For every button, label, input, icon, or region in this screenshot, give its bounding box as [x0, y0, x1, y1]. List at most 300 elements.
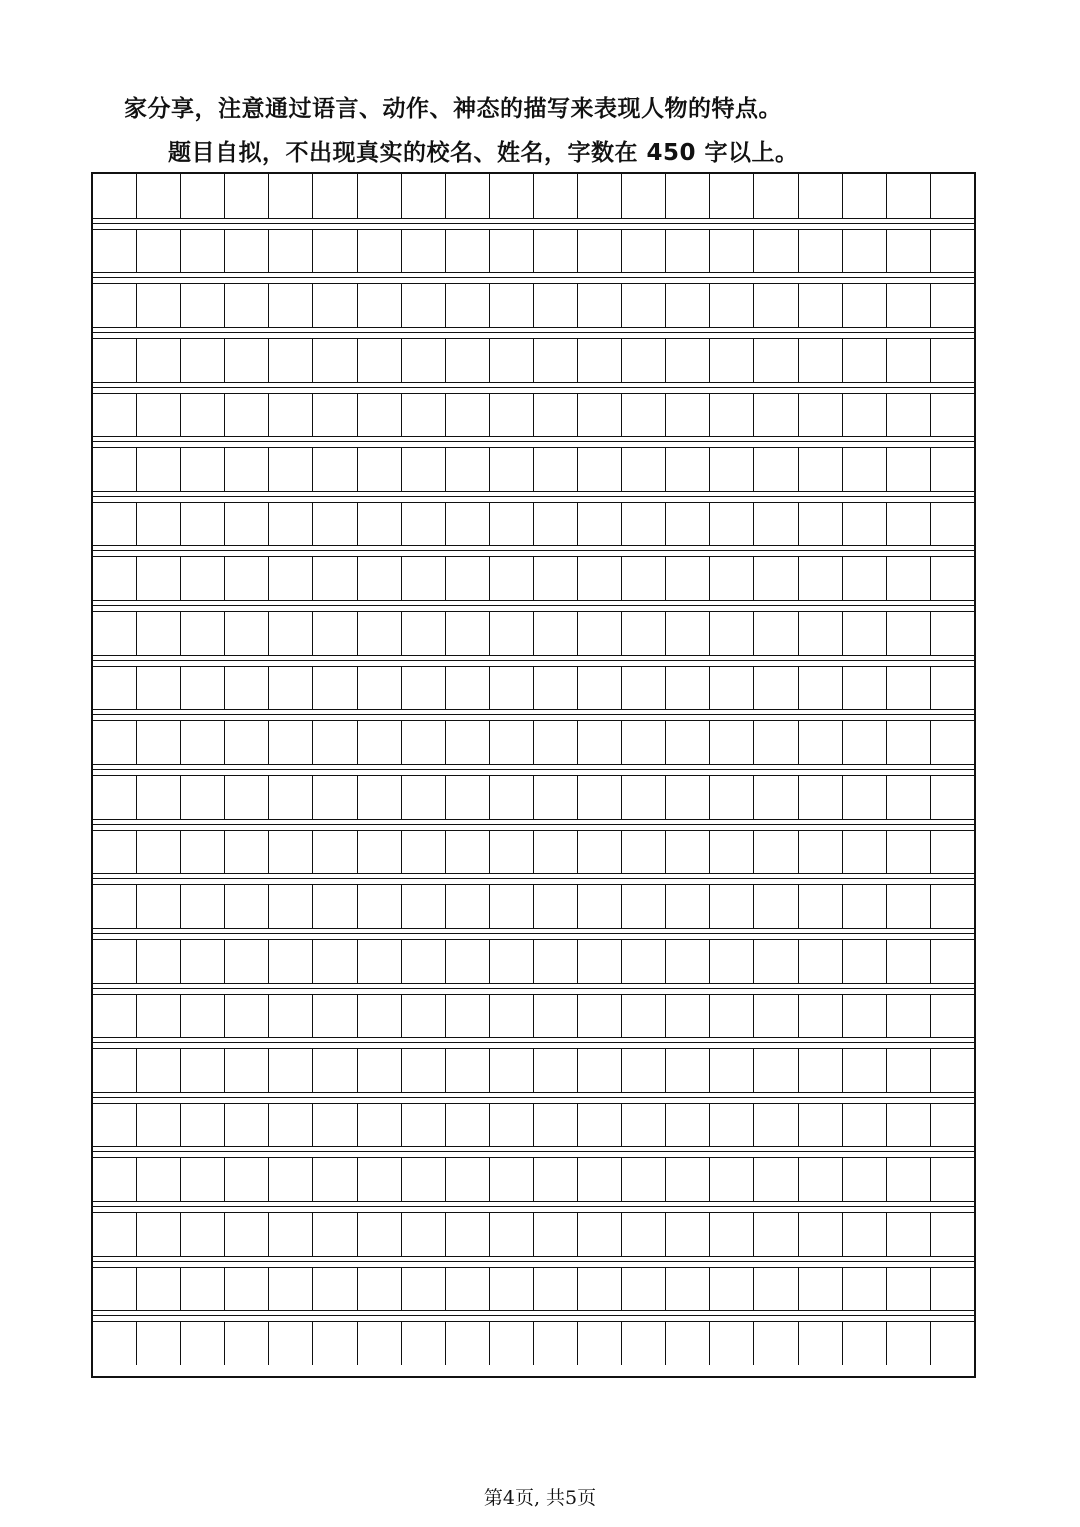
grid-cell	[710, 1321, 754, 1365]
grid-row	[93, 447, 974, 491]
grid-row	[93, 775, 974, 819]
grid-cell	[313, 1321, 357, 1365]
grid-cell	[446, 1103, 490, 1147]
row-rule	[93, 764, 974, 765]
grid-cell	[358, 338, 402, 382]
grid-cell	[358, 502, 402, 546]
grid-cell	[843, 939, 887, 983]
grid-row	[93, 283, 974, 327]
grid-cell	[93, 1321, 137, 1365]
grid-cell	[754, 393, 798, 437]
grid-cell	[490, 1321, 534, 1365]
grid-cell	[402, 1267, 446, 1311]
grid-cell	[358, 939, 402, 983]
grid-cell	[269, 338, 313, 382]
grid-cell	[225, 1212, 269, 1256]
grid-cell	[666, 174, 710, 218]
row-rule	[93, 382, 974, 383]
grid-cell	[93, 338, 137, 382]
grid-cell	[534, 229, 578, 273]
grid-cell	[622, 830, 666, 874]
grid-cell	[843, 1103, 887, 1147]
grid-cell	[754, 1267, 798, 1311]
page-number-footer: 第4页, 共5页	[483, 1487, 597, 1509]
grid-cell	[578, 338, 622, 382]
grid-cell	[931, 174, 974, 218]
row-rule	[93, 1146, 974, 1147]
grid-cell	[269, 939, 313, 983]
grid-cell	[931, 830, 974, 874]
grid-cell	[931, 393, 974, 437]
grid-cell	[843, 283, 887, 327]
grid-cell	[754, 775, 798, 819]
grid-cell	[402, 393, 446, 437]
grid-cell	[225, 994, 269, 1038]
grid-cell	[578, 502, 622, 546]
grid-cell	[666, 1103, 710, 1147]
grid-cell	[534, 556, 578, 600]
grid-cell	[137, 884, 181, 928]
grid-cell	[710, 666, 754, 710]
grid-row	[93, 1321, 974, 1365]
grid-cell	[622, 556, 666, 600]
grid-cell	[622, 1157, 666, 1201]
grid-cell	[313, 666, 357, 710]
grid-cell	[799, 338, 843, 382]
grid-cell	[887, 830, 931, 874]
grid-cell	[181, 884, 225, 928]
row-rule	[93, 277, 974, 278]
grid-cell	[799, 229, 843, 273]
grid-cell	[313, 939, 357, 983]
grid-cell	[622, 939, 666, 983]
grid-row	[93, 1267, 974, 1311]
grid-cell	[799, 666, 843, 710]
grid-cell	[799, 611, 843, 655]
grid-cell	[622, 884, 666, 928]
grid-cell	[269, 174, 313, 218]
grid-cell	[137, 447, 181, 491]
grid-cell	[799, 1048, 843, 1092]
grid-cell	[534, 994, 578, 1038]
grid-cell	[578, 1321, 622, 1365]
grid-cell	[313, 775, 357, 819]
grid-cell	[710, 393, 754, 437]
grid-cell	[666, 939, 710, 983]
grid-cell	[622, 1048, 666, 1092]
row-rule	[93, 1042, 974, 1043]
grid-cell	[446, 502, 490, 546]
grid-cell	[710, 1267, 754, 1311]
grid-cell	[93, 720, 137, 764]
grid-cell	[93, 1103, 137, 1147]
grid-cell	[754, 720, 798, 764]
row-rule	[93, 327, 974, 328]
grid-cell	[666, 1157, 710, 1201]
grid-cell	[358, 1321, 402, 1365]
row-rule	[93, 655, 974, 656]
grid-cell	[225, 556, 269, 600]
grid-cell	[225, 1157, 269, 1201]
grid-cell	[137, 1212, 181, 1256]
grid-cell	[490, 884, 534, 928]
row-rule	[93, 496, 974, 497]
grid-cell	[666, 283, 710, 327]
grid-cell	[313, 229, 357, 273]
grid-cell	[622, 720, 666, 764]
grid-cell	[137, 775, 181, 819]
grid-cell	[799, 283, 843, 327]
grid-cell	[446, 338, 490, 382]
grid-cell	[137, 1267, 181, 1311]
grid-cell	[578, 1157, 622, 1201]
row-rule	[93, 878, 974, 879]
grid-cell	[446, 393, 490, 437]
grid-cell	[931, 1157, 974, 1201]
grid-cell	[358, 720, 402, 764]
row-rule	[93, 441, 974, 442]
grid-cell	[931, 283, 974, 327]
grid-cell	[446, 884, 490, 928]
grid-cell	[578, 447, 622, 491]
grid-cell	[754, 1103, 798, 1147]
grid-cell	[710, 775, 754, 819]
grid-cell	[622, 1321, 666, 1365]
row-rule	[93, 983, 974, 984]
grid-cell	[534, 1157, 578, 1201]
grid-cell	[843, 720, 887, 764]
grid-cell	[666, 1212, 710, 1256]
grid-cell	[578, 174, 622, 218]
grid-cell	[534, 393, 578, 437]
grid-row	[93, 1048, 974, 1092]
grid-cell	[181, 229, 225, 273]
row-rule	[93, 272, 974, 273]
grid-cell	[225, 229, 269, 273]
grid-cell	[666, 994, 710, 1038]
grid-cell	[931, 229, 974, 273]
grid-cell	[799, 720, 843, 764]
grid-cell	[931, 1212, 974, 1256]
row-rule	[93, 387, 974, 388]
grid-cell	[225, 1321, 269, 1365]
grid-cell	[710, 1048, 754, 1092]
grid-cell	[358, 283, 402, 327]
grid-cell	[931, 447, 974, 491]
grid-cell	[402, 720, 446, 764]
grid-cell	[358, 1048, 402, 1092]
grid-cell	[534, 666, 578, 710]
instruction-line-1: 家分享，注意通过语言、动作、神态的描写来表现人物的特点。	[124, 96, 782, 122]
grid-cell	[710, 611, 754, 655]
grid-cell	[181, 502, 225, 546]
grid-cell	[225, 830, 269, 874]
grid-cell	[931, 666, 974, 710]
row-rule	[93, 491, 974, 492]
grid-cell	[490, 502, 534, 546]
grid-cell	[402, 830, 446, 874]
grid-cell	[137, 556, 181, 600]
grid-cell	[887, 884, 931, 928]
grid-cell	[446, 611, 490, 655]
grid-cell	[446, 1157, 490, 1201]
grid-cell	[931, 611, 974, 655]
grid-cell	[754, 338, 798, 382]
grid-cell	[799, 556, 843, 600]
grid-cell	[181, 611, 225, 655]
grid-cell	[358, 393, 402, 437]
grid-cell	[622, 666, 666, 710]
grid-cell	[578, 720, 622, 764]
grid-cell	[666, 775, 710, 819]
grid-cell	[137, 229, 181, 273]
grid-cell	[622, 1212, 666, 1256]
grid-cell	[137, 939, 181, 983]
grid-cell	[931, 1103, 974, 1147]
grid-cell	[269, 447, 313, 491]
grid-cell	[622, 1103, 666, 1147]
row-rule	[93, 605, 974, 606]
grid-cell	[358, 611, 402, 655]
row-rule	[93, 933, 974, 934]
grid-cell	[93, 556, 137, 600]
grid-row	[93, 1103, 974, 1147]
grid-cell	[754, 611, 798, 655]
grid-cell	[887, 1048, 931, 1092]
grid-cell	[843, 611, 887, 655]
grid-cell	[137, 283, 181, 327]
grid-cell	[578, 775, 622, 819]
grid-cell	[181, 994, 225, 1038]
grid-cell	[181, 720, 225, 764]
grid-cell	[313, 720, 357, 764]
grid-cell	[534, 939, 578, 983]
grid-cell	[137, 502, 181, 546]
grid-cell	[181, 393, 225, 437]
grid-cell	[666, 830, 710, 874]
grid-cell	[490, 338, 534, 382]
grid-cell	[887, 556, 931, 600]
grid-cell	[358, 830, 402, 874]
row-rule	[93, 545, 974, 546]
grid-cell	[269, 1103, 313, 1147]
row-rule	[93, 1092, 974, 1093]
grid-cell	[225, 283, 269, 327]
grid-cell	[887, 174, 931, 218]
grid-cell	[754, 1157, 798, 1201]
grid-cell	[666, 502, 710, 546]
grid-cell	[534, 502, 578, 546]
row-rule	[93, 769, 974, 770]
grid-cell	[446, 174, 490, 218]
grid-cell	[402, 174, 446, 218]
grid-cell	[931, 1267, 974, 1311]
grid-cell	[754, 502, 798, 546]
grid-cell	[402, 1212, 446, 1256]
grid-row	[93, 1157, 974, 1201]
grid-cell	[843, 556, 887, 600]
grid-cell	[666, 1267, 710, 1311]
grid-cell	[402, 447, 446, 491]
grid-cell	[313, 338, 357, 382]
grid-cell	[622, 994, 666, 1038]
grid-cell	[269, 994, 313, 1038]
grid-cell	[181, 1157, 225, 1201]
grid-cell	[799, 1157, 843, 1201]
grid-cell	[446, 447, 490, 491]
grid-cell	[225, 939, 269, 983]
grid-cell	[622, 775, 666, 819]
grid-cell	[269, 666, 313, 710]
grid-cell	[710, 174, 754, 218]
grid-cell	[887, 283, 931, 327]
grid-cell	[931, 502, 974, 546]
grid-cell	[710, 229, 754, 273]
grid-cell	[578, 830, 622, 874]
grid-cell	[402, 338, 446, 382]
grid-cell	[799, 1321, 843, 1365]
grid-cell	[843, 1157, 887, 1201]
grid-cell	[666, 884, 710, 928]
grid-cell	[622, 283, 666, 327]
grid-cell	[181, 666, 225, 710]
grid-cell	[181, 174, 225, 218]
grid-cell	[137, 1048, 181, 1092]
grid-cell	[799, 775, 843, 819]
grid-cell	[490, 1212, 534, 1256]
grid-cell	[402, 556, 446, 600]
grid-cell	[446, 775, 490, 819]
grid-cell	[225, 666, 269, 710]
grid-cell	[666, 229, 710, 273]
grid-cell	[622, 174, 666, 218]
grid-cell	[269, 830, 313, 874]
grid-cell	[710, 994, 754, 1038]
grid-cell	[313, 1103, 357, 1147]
row-rule	[93, 824, 974, 825]
grid-row	[93, 393, 974, 437]
grid-cell	[843, 447, 887, 491]
grid-cell	[446, 830, 490, 874]
grid-row	[93, 611, 974, 655]
grid-row	[93, 830, 974, 874]
grid-cell	[93, 447, 137, 491]
grid-cell	[578, 1048, 622, 1092]
grid-cell	[578, 229, 622, 273]
grid-cell	[754, 447, 798, 491]
grid-cell	[887, 775, 931, 819]
grid-cell	[710, 884, 754, 928]
grid-cell	[622, 338, 666, 382]
grid-cell	[578, 1267, 622, 1311]
grid-cell	[490, 447, 534, 491]
grid-cell	[446, 556, 490, 600]
row-rule	[93, 1201, 974, 1202]
grid-cell	[754, 556, 798, 600]
grid-cell	[93, 830, 137, 874]
grid-cell	[843, 884, 887, 928]
row-rule	[93, 332, 974, 333]
grid-cell	[358, 775, 402, 819]
grid-cell	[666, 1321, 710, 1365]
grid-cell	[402, 666, 446, 710]
grid-cell	[313, 611, 357, 655]
grid-cell	[710, 939, 754, 983]
grid-cell	[534, 1103, 578, 1147]
grid-cell	[490, 229, 534, 273]
grid-cell	[666, 1048, 710, 1092]
grid-cell	[754, 1321, 798, 1365]
grid-cell	[490, 720, 534, 764]
grid-cell	[622, 393, 666, 437]
grid-cell	[93, 283, 137, 327]
grid-cell	[666, 338, 710, 382]
grid-cell	[313, 1048, 357, 1092]
grid-cell	[754, 1048, 798, 1092]
grid-cell	[534, 1267, 578, 1311]
grid-cell	[534, 1048, 578, 1092]
row-rule	[93, 873, 974, 874]
grid-cell	[269, 1048, 313, 1092]
grid-cell	[269, 229, 313, 273]
grid-cell	[225, 775, 269, 819]
grid-cell	[225, 884, 269, 928]
grid-cell	[358, 1157, 402, 1201]
grid-cell	[710, 502, 754, 546]
grid-cell	[843, 338, 887, 382]
grid-cell	[313, 174, 357, 218]
grid-cell	[402, 283, 446, 327]
grid-cell	[843, 775, 887, 819]
grid-cell	[446, 1321, 490, 1365]
grid-cell	[799, 1103, 843, 1147]
grid-cell	[402, 229, 446, 273]
row-rule	[93, 223, 974, 224]
grid-cell	[931, 994, 974, 1038]
grid-cell	[181, 338, 225, 382]
row-rule	[93, 218, 974, 219]
row-rule	[93, 1256, 974, 1257]
grid-cell	[622, 611, 666, 655]
grid-cell	[358, 229, 402, 273]
grid-cell	[313, 1157, 357, 1201]
grid-row	[93, 1212, 974, 1256]
grid-cell	[843, 1212, 887, 1256]
grid-cell	[137, 994, 181, 1038]
grid-cell	[313, 283, 357, 327]
grid-cell	[534, 775, 578, 819]
grid-cell	[578, 393, 622, 437]
grid-cell	[402, 1157, 446, 1201]
grid-cell	[93, 229, 137, 273]
grid-cell	[93, 611, 137, 655]
grid-cell	[181, 283, 225, 327]
grid-cell	[446, 1048, 490, 1092]
grid-cell	[843, 666, 887, 710]
grid-cell	[887, 720, 931, 764]
grid-cell	[666, 666, 710, 710]
grid-cell	[887, 393, 931, 437]
grid-cell	[710, 556, 754, 600]
grid-cell	[181, 830, 225, 874]
grid-cell	[269, 1157, 313, 1201]
row-rule	[93, 714, 974, 715]
grid-cell	[754, 666, 798, 710]
grid-cell	[137, 1157, 181, 1201]
grid-cell	[799, 830, 843, 874]
grid-cell	[269, 1212, 313, 1256]
grid-cell	[578, 884, 622, 928]
